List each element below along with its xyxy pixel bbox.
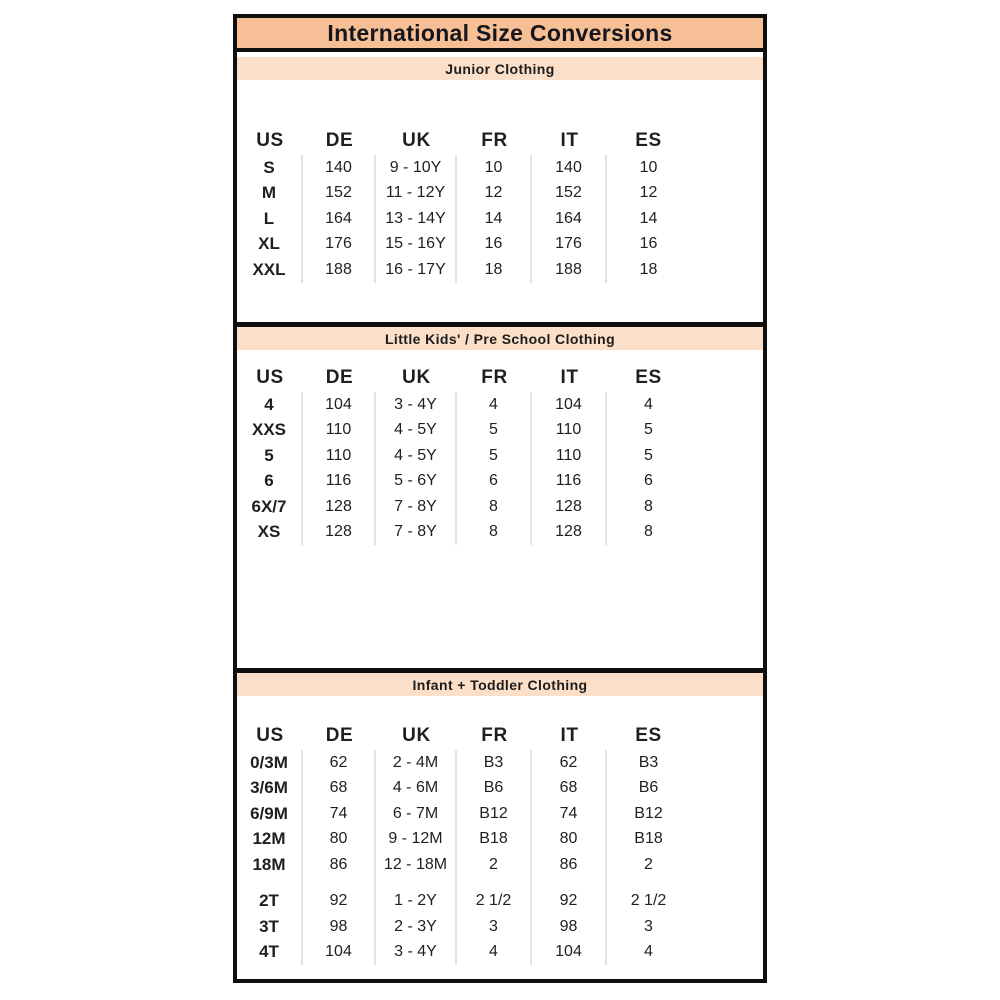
gap-cell (237, 878, 303, 889)
size-value-es: 8 (644, 523, 653, 541)
us-size-label: 6X/7 (237, 494, 303, 520)
size-conversion-chart (233, 14, 767, 983)
size-value-de: 110 (303, 443, 376, 469)
size-value-it: 110 (532, 418, 607, 444)
size-value-it: 104 (532, 940, 607, 966)
size-row-xxs (237, 418, 763, 444)
size-value-fr: 12 (457, 181, 532, 207)
size-value-es: 18 (639, 260, 658, 278)
size-value-de: 104 (303, 940, 376, 966)
size-value-de: 152 (303, 181, 376, 207)
size-row-s (237, 155, 763, 181)
size-row-6 (237, 469, 763, 495)
size-value-de: 128 (303, 520, 376, 546)
size-row-xxl (237, 257, 763, 283)
size-row-0-3m (237, 750, 763, 776)
us-size-label: XXL (237, 257, 303, 283)
infant-toddler-size-table (237, 722, 763, 965)
column-header-uk: UK (402, 367, 431, 388)
column-header-fr: FR (481, 130, 508, 151)
size-value-es: 16 (639, 235, 658, 253)
us-size-label: 2T (237, 889, 303, 915)
size-row-6-9m (237, 801, 763, 827)
size-value-uk: 9 - 10Y (376, 155, 457, 181)
gap-cell (457, 878, 532, 889)
size-value-es: 5 (644, 446, 653, 464)
size-value-it: 176 (532, 232, 607, 258)
size-value-uk: 2 - 3Y (376, 914, 457, 940)
size-value-it: 92 (532, 889, 607, 915)
column-header-row (237, 127, 763, 155)
size-value-fr: 5 (457, 418, 532, 444)
little-kids-size-table (237, 364, 763, 545)
size-value-de: 128 (303, 494, 376, 520)
us-size-label: L (237, 206, 303, 232)
column-header-row (237, 722, 763, 750)
size-value-de: 176 (303, 232, 376, 258)
size-value-uk: 7 - 8Y (376, 520, 457, 546)
section-header-junior (237, 57, 763, 80)
size-value-it: 62 (532, 750, 607, 776)
gap-cell (303, 878, 376, 889)
size-value-es: B3 (638, 753, 659, 771)
column-header-it: IT (560, 725, 579, 746)
size-row-3-6m (237, 776, 763, 802)
size-value-fr: 3 (457, 914, 532, 940)
column-header-es: ES (635, 367, 662, 388)
us-size-label: 6/9M (237, 801, 303, 827)
size-value-it: 128 (532, 520, 607, 546)
size-value-uk: 4 - 5Y (376, 418, 457, 444)
size-value-de: 104 (303, 392, 376, 418)
column-header-uk: UK (402, 725, 431, 746)
size-row-18m (237, 852, 763, 878)
size-value-uk: 15 - 16Y (376, 232, 457, 258)
section-label: Junior Clothing (445, 60, 555, 77)
us-size-label: 0/3M (237, 750, 303, 776)
junior-size-table (237, 127, 763, 283)
size-value-es: 4 (644, 395, 653, 413)
size-value-it: 104 (532, 392, 607, 418)
size-value-es: 12 (639, 184, 658, 202)
size-value-uk: 3 - 4Y (376, 940, 457, 966)
size-value-fr: 10 (457, 155, 532, 181)
size-value-fr: 4 (457, 940, 532, 966)
section-header-little-kids (237, 327, 763, 350)
us-size-label: 4 (237, 392, 303, 418)
column-header-it: IT (560, 367, 579, 388)
size-value-es: B12 (634, 804, 663, 822)
us-size-label: 4T (237, 940, 303, 966)
size-value-fr: 14 (457, 206, 532, 232)
size-value-de: 86 (303, 852, 376, 878)
size-value-it: 164 (532, 206, 607, 232)
size-row-12m (237, 827, 763, 853)
size-value-es: 10 (639, 158, 658, 176)
size-value-it: 68 (532, 776, 607, 802)
size-value-uk: 2 - 4M (376, 750, 457, 776)
size-value-uk: 13 - 14Y (376, 206, 457, 232)
size-value-uk: 5 - 6Y (376, 469, 457, 495)
size-value-fr: 2 (457, 852, 532, 878)
size-value-uk: 3 - 4Y (376, 392, 457, 418)
gap-cell (532, 878, 607, 889)
size-value-es: 8 (644, 497, 653, 515)
size-value-es: 3 (644, 917, 653, 935)
us-size-label: XXS (237, 418, 303, 444)
column-header-us: US (256, 367, 284, 388)
size-value-uk: 7 - 8Y (376, 494, 457, 520)
size-value-de: 164 (303, 206, 376, 232)
size-row-4t (237, 940, 763, 966)
section-infant-toddler-clothing (237, 673, 763, 979)
size-value-it: 110 (532, 443, 607, 469)
size-value-de: 74 (303, 801, 376, 827)
size-row-xl (237, 232, 763, 258)
us-size-label: 18M (237, 852, 303, 878)
size-row-l (237, 206, 763, 232)
column-header-fr: FR (481, 725, 508, 746)
size-value-it: 128 (532, 494, 607, 520)
size-value-uk: 9 - 12M (376, 827, 457, 853)
column-header-us: US (256, 130, 284, 151)
size-value-uk: 6 - 7M (376, 801, 457, 827)
size-value-es: 2 (644, 855, 653, 873)
size-value-es: B18 (634, 830, 663, 848)
size-value-it: 152 (532, 181, 607, 207)
column-header-de: DE (325, 130, 354, 151)
gap-cell (376, 878, 457, 889)
section-junior-clothing (237, 52, 763, 327)
size-value-uk: 12 - 18M (376, 852, 457, 878)
gap-cell (607, 878, 690, 889)
size-value-fr: B6 (457, 776, 532, 802)
size-value-it: 140 (532, 155, 607, 181)
us-size-label: 6 (237, 469, 303, 495)
section-label: Little Kids' / Pre School Clothing (384, 330, 616, 347)
size-value-fr: B12 (457, 801, 532, 827)
size-value-fr: 4 (457, 392, 532, 418)
size-value-it: 74 (532, 801, 607, 827)
size-value-de: 80 (303, 827, 376, 853)
size-value-fr: 8 (457, 494, 532, 520)
size-value-it: 80 (532, 827, 607, 853)
us-size-label: 3T (237, 914, 303, 940)
size-value-es: 6 (644, 472, 653, 490)
size-value-uk: 4 - 5Y (376, 443, 457, 469)
size-value-es: B6 (638, 779, 659, 797)
size-value-fr: B18 (457, 827, 532, 853)
size-row-4 (237, 392, 763, 418)
column-header-es: ES (635, 725, 662, 746)
size-value-uk: 11 - 12Y (376, 181, 457, 207)
us-size-label: 5 (237, 443, 303, 469)
size-value-de: 98 (303, 914, 376, 940)
size-value-uk: 1 - 2Y (376, 889, 457, 915)
size-value-de: 92 (303, 889, 376, 915)
size-value-fr: 8 (457, 520, 532, 546)
size-value-fr: 18 (457, 257, 532, 283)
size-value-de: 62 (303, 750, 376, 776)
size-row-2t (237, 889, 763, 915)
size-value-de: 68 (303, 776, 376, 802)
size-value-es: 14 (639, 209, 658, 227)
size-value-it: 86 (532, 852, 607, 878)
column-header-row (237, 364, 763, 392)
size-value-uk: 16 - 17Y (376, 257, 457, 283)
size-value-de: 140 (303, 155, 376, 181)
column-header-us: US (256, 725, 284, 746)
size-value-es: 2 1/2 (630, 892, 667, 910)
us-size-label: M (237, 181, 303, 207)
size-row-3t (237, 914, 763, 940)
column-header-de: DE (325, 367, 354, 388)
size-value-fr: 5 (457, 443, 532, 469)
section-label: Infant + Toddler Clothing (412, 676, 588, 693)
us-size-label: S (237, 155, 303, 181)
size-value-fr: 16 (457, 232, 532, 258)
size-row-6x-7 (237, 494, 763, 520)
size-value-it: 188 (532, 257, 607, 283)
size-row-5 (237, 443, 763, 469)
size-value-de: 110 (303, 418, 376, 444)
row-group-gap (237, 878, 763, 889)
section-header-infant-toddler (237, 673, 763, 696)
us-size-label: XS (237, 520, 303, 546)
size-row-xs (237, 520, 763, 546)
size-value-it: 116 (532, 469, 607, 495)
us-size-label: 12M (237, 827, 303, 853)
section-little-kids-clothing (237, 327, 763, 673)
page-title: International Size Conversions (327, 19, 673, 46)
size-value-fr: B3 (457, 750, 532, 776)
size-value-es: 4 (644, 943, 653, 961)
size-value-uk: 4 - 6M (376, 776, 457, 802)
size-value-fr: 2 1/2 (457, 889, 532, 915)
column-header-fr: FR (481, 367, 508, 388)
size-value-de: 188 (303, 257, 376, 283)
column-header-es: ES (635, 130, 662, 151)
size-value-fr: 6 (457, 469, 532, 495)
us-size-label: 3/6M (237, 776, 303, 802)
title-bar (237, 18, 763, 52)
column-header-uk: UK (402, 130, 431, 151)
size-value-es: 5 (644, 421, 653, 439)
column-header-it: IT (560, 130, 579, 151)
size-value-it: 98 (532, 914, 607, 940)
size-row-m (237, 181, 763, 207)
column-header-de: DE (325, 725, 354, 746)
size-value-de: 116 (303, 469, 376, 495)
us-size-label: XL (237, 232, 303, 258)
